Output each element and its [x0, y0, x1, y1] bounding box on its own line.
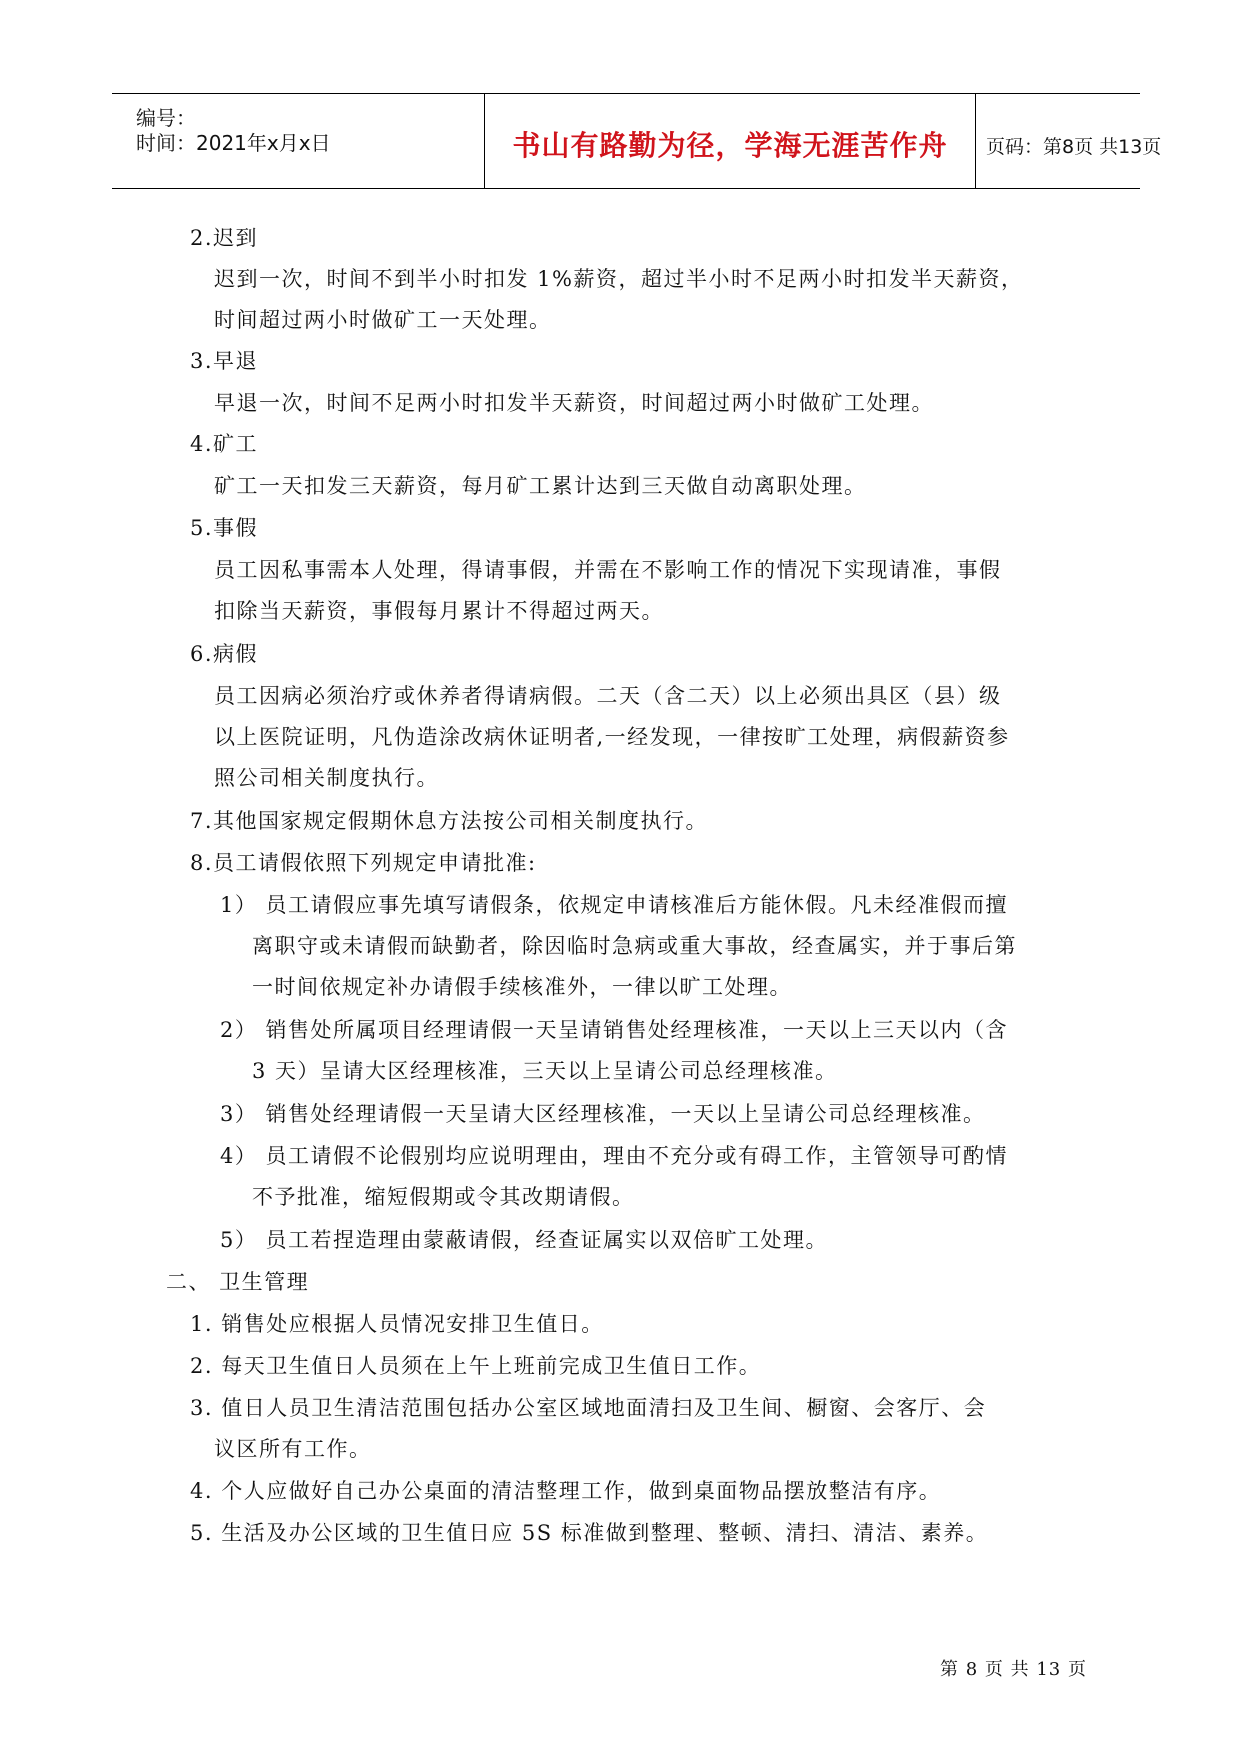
section-heading-hygiene: 二、 卫生管理	[166, 1270, 310, 1294]
list-item-line: 1） 员工请假应事先填写请假条，依规定申请核准后方能休假。凡未经准假而擅	[220, 893, 1009, 917]
list-item-line: 5. 生活及办公区域的卫生值日应 5S 标准做到整理、整顿、清扫、清洁、素养。	[190, 1521, 989, 1545]
list-item-line: 1. 销售处应根据人员情况安排卫生值日。	[190, 1312, 604, 1336]
paragraph-line: 迟到一次，时间不到半小时扣发 1%薪资，超过半小时不足两小时扣发半天薪资，	[214, 267, 1024, 291]
list-item-line: 3. 值日人员卫生清洁范围包括办公室区域地面清扫及卫生间、橱窗、会客厅、会	[190, 1396, 987, 1420]
heading-absence: 4.矿工	[190, 432, 259, 456]
heading-personal-leave: 5.事假	[190, 516, 259, 540]
page-footer: 第 8 页 共 13 页	[940, 1659, 1087, 1680]
list-item-line: 3） 销售处经理请假一天呈请大区经理核准，一天以上呈请公司总经理核准。	[220, 1102, 986, 1126]
list-item-line: 4. 个人应做好自己办公桌面的清洁整理工作，做到桌面物品摆放整洁有序。	[190, 1479, 942, 1503]
page-header	[112, 93, 1162, 189]
header-left-cell	[122, 94, 480, 188]
heading-sick-leave: 6.病假	[190, 642, 259, 666]
heading-late: 2.迟到	[190, 226, 259, 250]
list-item-line: 一时间依规定补办请假手续核准外，一律以旷工处理。	[252, 975, 792, 999]
document-date: 时间：2021年x月x日	[136, 131, 331, 155]
list-item-line: 4） 员工请假不论假别均应说明理由，理由不充分或有碍工作，主管领导可酌情	[220, 1144, 1009, 1168]
document-number-label: 编号：	[136, 106, 196, 130]
heading-other-holidays: 7.其他国家规定假期休息方法按公司相关制度执行。	[190, 809, 709, 833]
list-item-line: 离职守或未请假而缺勤者，除因临时急病或重大事故，经查属实，并于事后第	[252, 934, 1017, 958]
paragraph-line: 矿工一天扣发三天薪资，每月矿工累计达到三天做自动离职处理。	[214, 474, 867, 498]
paragraph-line: 以上医院证明，凡伪造涂改病休证明者,一经发现，一律按旷工处理，病假薪资参	[214, 725, 1010, 749]
list-item-line: 议区所有工作。	[214, 1437, 372, 1461]
list-item-line: 3 天）呈请大区经理核准，三天以上呈请公司总经理核准。	[252, 1059, 838, 1083]
header-page-info: 页码：第8页 共13页	[986, 136, 1162, 158]
paragraph-line: 员工因私事需本人处理，得请事假，并需在不影响工作的情况下实现请准，事假	[214, 558, 1002, 582]
list-item-line: 2） 销售处所属项目经理请假一天呈请销售处经理核准，一天以上三天以内（含	[220, 1018, 1009, 1042]
heading-leave-approval: 8.员工请假依照下列规定申请批准:	[190, 851, 537, 875]
header-motto: 书山有路勤为径，学海无涯苦作舟	[512, 129, 948, 162]
paragraph-line: 员工因病必须治疗或休养者得请病假。二天（含二天）以上必须出具区（县）级	[214, 684, 1002, 708]
list-item-line: 不予批准，缩短假期或令其改期请假。	[252, 1185, 635, 1209]
paragraph-line: 时间超过两小时做矿工一天处理。	[214, 308, 552, 332]
list-item-line: 5） 员工若捏造理由蒙蔽请假，经查证属实以双倍旷工处理。	[220, 1228, 829, 1252]
header-right-cell	[976, 94, 1162, 188]
paragraph-line: 早退一次，时间不足两小时扣发半天薪资，时间超过两小时做矿工处理。	[214, 391, 934, 415]
paragraph-line: 照公司相关制度执行。	[214, 766, 439, 790]
heading-early-leave: 3.早退	[190, 349, 259, 373]
header-motto-cell	[484, 94, 976, 188]
paragraph-line: 扣除当天薪资，事假每月累计不得超过两天。	[214, 599, 664, 623]
list-item-line: 2. 每天卫生值日人员须在上午上班前完成卫生值日工作。	[190, 1354, 762, 1378]
